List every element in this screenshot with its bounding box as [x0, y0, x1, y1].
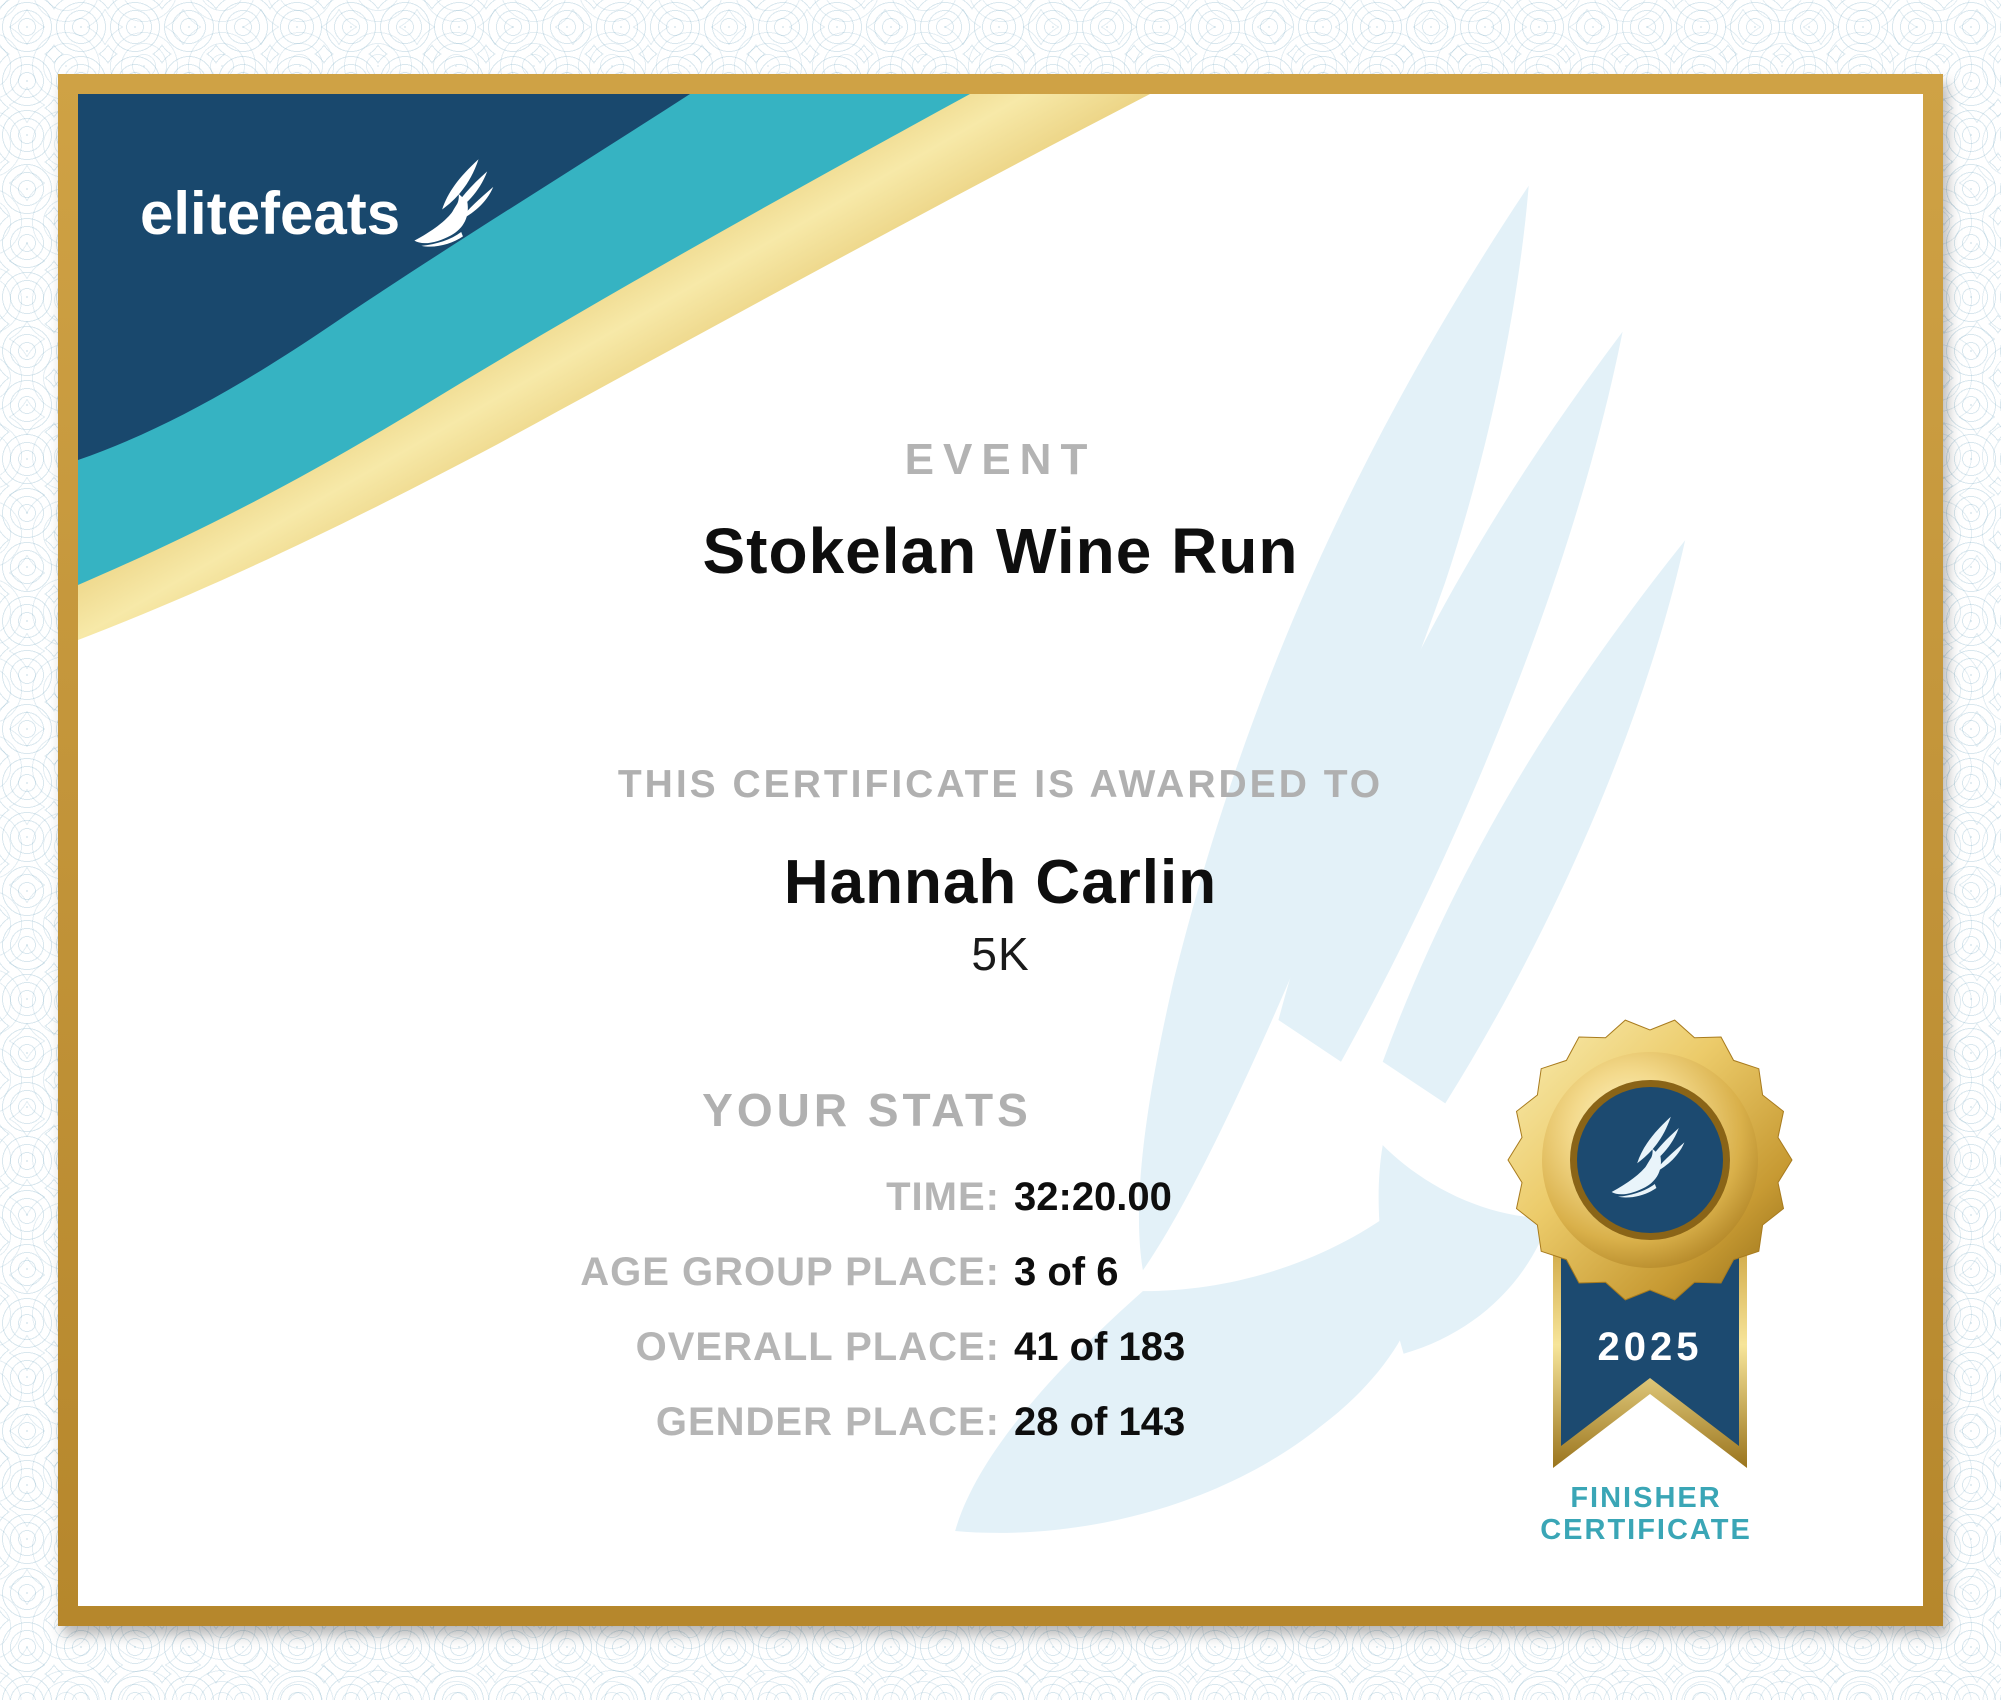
finisher-caption-line1: FINISHER — [1570, 1482, 1722, 1514]
recipient-name: Hannah Carlin — [783, 848, 1218, 917]
stat-value: 3 of 6 — [1014, 1250, 1119, 1294]
stat-label: OVERALL PLACE: — [635, 1325, 1000, 1369]
finisher-medal-badge — [1450, 960, 1850, 1560]
stats-title: YOUR STATS — [702, 1084, 1032, 1136]
stat-label: TIME: — [886, 1175, 1000, 1219]
race-distance: 5K — [971, 928, 1030, 980]
stat-label: GENDER PLACE: — [655, 1400, 1000, 1444]
event-label: EVENT — [904, 435, 1097, 484]
stat-value: 28 of 143 — [1014, 1400, 1186, 1444]
stats-table — [78, 1160, 1185, 1460]
gold-frame — [58, 74, 1943, 1626]
brand-logo — [140, 168, 508, 258]
winged-foot-icon — [404, 154, 508, 258]
stat-value: 32:20.00 — [1014, 1175, 1172, 1219]
stat-label: AGE GROUP PLACE: — [580, 1250, 1000, 1294]
certificate-body — [78, 94, 1923, 1606]
finisher-caption-line2: CERTIFICATE — [1540, 1514, 1752, 1546]
event-name: Stokelan Wine Run — [702, 515, 1299, 587]
awarded-label: THIS CERTIFICATE IS AWARDED TO — [617, 763, 1384, 806]
finisher-caption — [1446, 1482, 1846, 1546]
stat-value: 41 of 183 — [1014, 1325, 1186, 1369]
badge-year: 2025 — [1597, 1325, 1703, 1369]
brand-logo-text: elitefeats — [140, 179, 401, 247]
medal-rosette — [1508, 1020, 1792, 1300]
